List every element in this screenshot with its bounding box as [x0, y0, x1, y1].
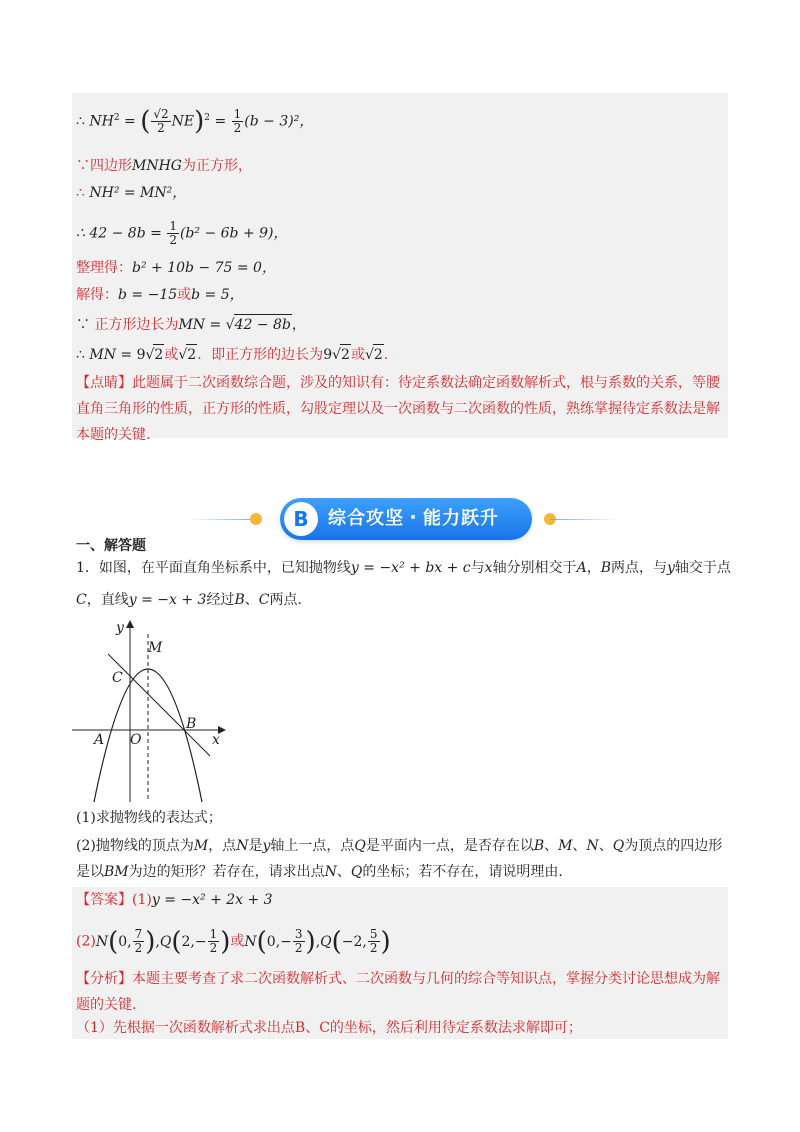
solution-line-7: ∵ 正方形边长为MN = √42 − 8b，: [76, 314, 306, 335]
y-axis-arrow: [126, 620, 134, 628]
question-2: (2)抛物线的顶点为M，点N是y轴上一点，点Q是平面内一点，是否存在以B、M、N、Q为顶点的四边形是以BM为边的矩形？若存在，请求出点N、Q的坐标；若不存在，请说明理由.: [76, 838, 723, 880]
banner-title: 综合攻坚・能力跃升: [328, 508, 499, 529]
answer-line-1: 【答案】(1)y = −x² + 2x + 3: [76, 892, 273, 908]
section-banner: [188, 498, 618, 540]
problem-line-1: 1．如图，在平面直角坐标系中，已知抛物线y = −x² + bx + c与x轴分别相交于A，B两点，与y轴交于点: [76, 560, 731, 576]
solution-line-1: ∴ $NH^2$ = ( $\frac{√2}{2}$ NE)$^2$ = $\frac{1}{2}$ (b − 3)²，: [76, 106, 314, 137]
solution-line-6: 解得：b = −15或b = 5，: [76, 287, 244, 303]
question-1: (1)求抛物线的表达式；: [76, 810, 222, 826]
solution-line-8: ∴ MN = 9√2或√2．即正方形的边长为9√2或√2.: [76, 344, 388, 365]
solution-line-2: ∵四边形MNHG为正方形，: [76, 158, 252, 174]
label-B: B: [186, 716, 197, 732]
problem-line-2: C，直线y = −x + 3经过B、C两点.: [76, 592, 302, 608]
banner-left-dot: [250, 513, 262, 525]
solution-line-5: 整理得：b² + 10b − 75 = 0，: [76, 260, 276, 276]
section-heading: 一、解答题: [76, 538, 146, 554]
banner-right-line: [550, 519, 618, 520]
because-symbol: ∵: [76, 158, 90, 174]
banner-letter: B: [284, 502, 318, 536]
parabola-graph: [68, 616, 228, 806]
label-x: x: [212, 732, 220, 748]
therefore-symbol: ∴: [76, 185, 90, 201]
answer-line-2: (2)N(0, $\frac{7}{2}$ ),Q(2,− $\frac{1}{2}$ )或N(0,− $\frac{3}{2}$ ),Q(−2, $\frac{5}{2}$ ): [76, 926, 391, 957]
banner-pill: [280, 498, 532, 540]
solution-line-4: ∴ 42 − 8b = $\frac{1}{2}$ (b² − 6b + 9)，: [76, 219, 288, 247]
label-O: O: [130, 732, 142, 748]
label-M: M: [148, 640, 163, 656]
banner-left-line: [188, 519, 256, 520]
analysis-step-1: （1）先根据一次函数解析式求出点B、C的坐标，然后利用待定系数法求解即可；: [76, 1020, 582, 1036]
line-bc: [108, 654, 210, 756]
analysis-paragraph: 【分析】本题主要考查了求二次函数解析式、二次函数与几何的综合等知识点，掌握分类讨论思想成为解题的关键.: [76, 971, 720, 1013]
label-A: A: [94, 732, 105, 748]
label-y: y: [116, 620, 124, 636]
solution-line-3: ∴ NH² = MN²，: [76, 185, 187, 201]
dianjing-paragraph: 【点睛】此题属于二次函数综合题，涉及的知识有：待定系数法确定函数解析式，根与系数的关系，等腰直角三角形的性质，正方形的性质，勾股定理以及一次函数与二次函数的性质，熟练掌握待定系数法是解本题的关键.: [76, 375, 720, 443]
label-C: C: [112, 670, 123, 686]
